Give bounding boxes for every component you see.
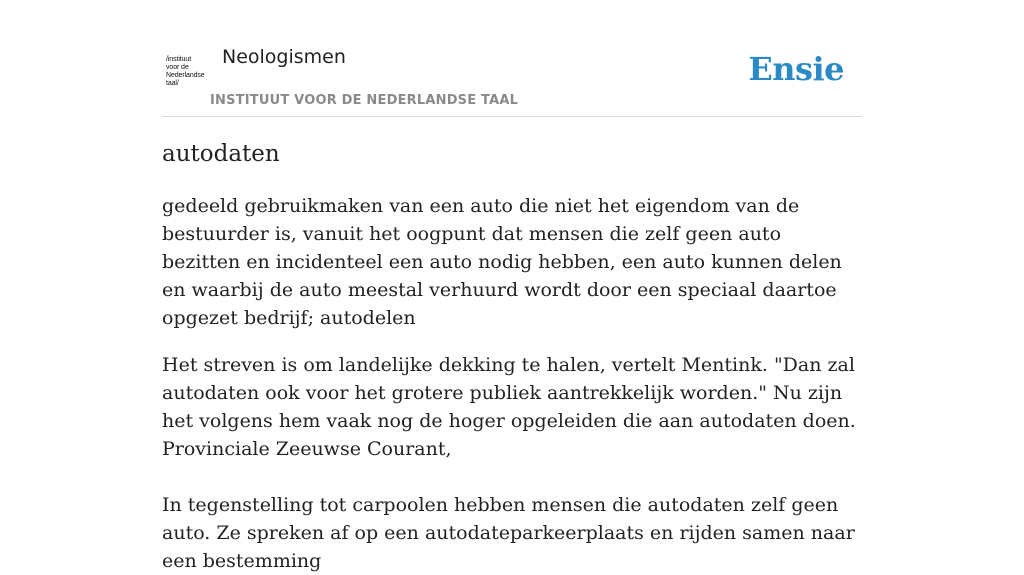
site-title[interactable]: Neologismen — [222, 46, 346, 68]
entry-content — [162, 136, 862, 575]
ivdnt-logo[interactable] — [166, 56, 208, 90]
citation-source: Provinciale Zeeuwse Courant, — [162, 438, 452, 460]
page-title: autodaten — [162, 141, 280, 167]
definition-text: gedeeld gebruikmaken van een auto die niet het eigendom van de bestuurder is, vanuit het oogpunt dat mensen die zelf geen auto bezitten en incidenteel een auto nodig hebben, een auto kunnen delen en waarbij de auto meestal verhuurd wordt door een speciaal daartoe opgezet bedrijf; autodelen — [162, 195, 842, 329]
citation-quote: Het streven is om landelijke dekking te halen, vertelt Mentink. "Dan zal autodaten ook voor het grotere publiek aantrekkelijk worden." Nu zijn het volgens hem vaak nog de hoger opgeleiden die aan autodaten doen. — [162, 354, 856, 432]
ensie-brand-link[interactable]: Ensie — [748, 50, 844, 88]
logo-line: voor de — [166, 64, 189, 71]
header — [162, 40, 862, 117]
logo-line: Nederlandse — [166, 72, 205, 79]
citation-quote: In tegenstelling tot carpoolen hebben mensen die autodaten zelf geen auto. Ze spreken af op een autodateparkeerplaats en rijden samen naar een bestemming — [162, 494, 855, 572]
organization-name: INSTITUUT VOOR DE NEDERLANDSE TAAL — [210, 93, 519, 108]
logo-line: /instituut — [166, 56, 192, 63]
logo-line: taal/ — [166, 80, 179, 87]
